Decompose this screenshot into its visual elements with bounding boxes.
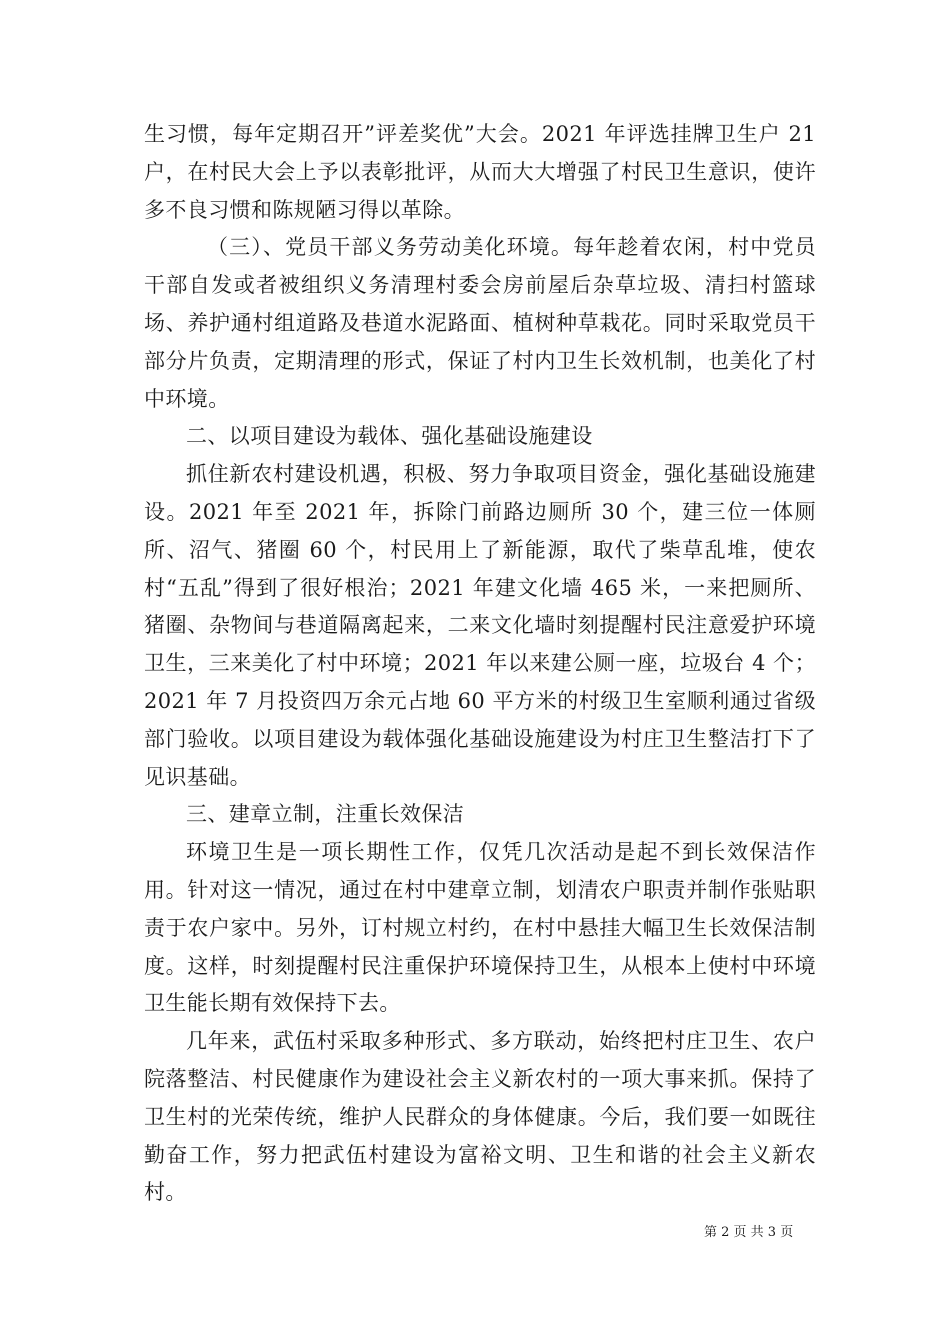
paragraph-2: （三）、党员干部义务劳动美化环境。每年趁着农闲，村中党员干部自发或者被组织义务清理村委会房前屋后杂草垃圾、清扫村篮球场、养护通村组道路及巷道水泥路面、植树种草栽花。同时采取党员干部分片负责，定期清理的形式，保证了村内卫生长效机制，也美化了村中环境。 (144, 235, 816, 411)
page-number: 第 2 页 共 3 页 (704, 1225, 794, 1240)
paragraph-7: 几年来，武伍村采取多种形式、多方联动，始终把村庄卫生、农户院落整洁、村民健康作为建设社会主义新农村的一项大事来抓。保持了卫生村的光荣传统，维护人民群众的身体健康。今后，我们要一如既往勤奋工作，努力把武伍村建设为富裕文明、卫生和谐的社会主义新农村。 (144, 1029, 816, 1205)
paragraph-4: 抓住新农村建设机遇，积极、努力争取项目资金，强化基础设施建设。2021 年至 2021 年，拆除门前路边厕所 30 个，建三位一体厕所、沼气、猪圈 60 个，村民用上了新能源，取代了柴草乱堆，使农村“五乱”得到了很好根治；2021 年建文化墙 465 米，一来把厕所、猪圈、杂物间与巷道隔离起来，二来文化墙时刻提醒村民注意爱护环境卫生，三来美化了村中环境；2021 年以来建公厕一座，垃圾台 4 个；2021 年 7 月投资四万余元占地 60 平方米的村级卫生室顺利通过省级部门验收。以项目建设为载体强化基础设施建设为村庄卫生整洁打下了见识基础。 (144, 462, 816, 789)
paragraph-6: 环境卫生是一项长期性工作，仅凭几次活动是起不到长效保洁作用。针对这一情况，通过在村中建章立制，划清农户职责并制作张贴职责于农户家中。另外，订村规立村约，在村中悬挂大幅卫生长效保洁制度。这样，时刻提醒村民注重保护环境保持卫生，从根本上使村中环境卫生能长期有效保持下去。 (144, 840, 816, 1016)
document-body (144, 116, 816, 1212)
section-heading-2: 二、以项目建设为载体、强化基础设施建设 (186, 424, 593, 449)
paragraph-1: 生习惯，每年定期召开”评差奖优”大会。2021 年评选挂牌卫生户 21 户，在村民大会上予以表彰批评，从而大大增强了村民卫生意识，使许多不良习惯和陈规陋习得以革除。 (144, 122, 816, 222)
section-heading-3: 三、建章立制，注重长效保洁 (186, 802, 465, 827)
